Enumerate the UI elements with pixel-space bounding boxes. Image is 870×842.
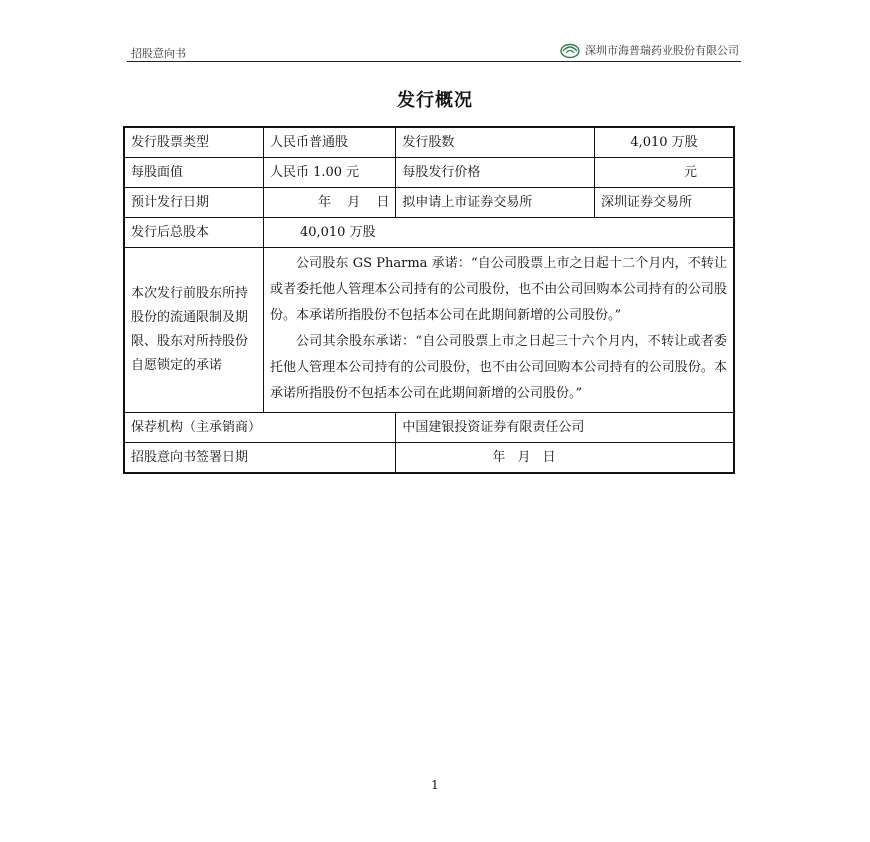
header-company xyxy=(559,41,739,59)
cell-value: 元 xyxy=(595,158,734,188)
table-row xyxy=(124,443,734,474)
table-row xyxy=(124,188,734,218)
cell-label: 发行股数 xyxy=(396,127,595,158)
cell-label: 每股面值 xyxy=(124,158,263,188)
cell-label: 拟申请上市证券交易所 xyxy=(396,188,595,218)
company-logo-icon xyxy=(559,41,581,59)
cell-label: 预计发行日期 xyxy=(124,188,263,218)
table-row xyxy=(124,413,734,443)
header-company-name: 深圳市海普瑞药业股份有限公司 xyxy=(585,44,739,57)
cell-label-lockup: 本次发行前股东所持股份的流通限制及期限、股东对所持股份自愿锁定的承诺 xyxy=(124,248,263,413)
cell-label: 每股发行价格 xyxy=(396,158,595,188)
table-row xyxy=(124,127,734,158)
header-doc-name: 招股意向书 xyxy=(131,47,186,60)
cell-value: 人民币 1.00 元 xyxy=(263,158,395,188)
cell-value: 4,010 万股 xyxy=(595,127,734,158)
page-number: 1 xyxy=(431,778,439,792)
cell-label: 发行后总股本 xyxy=(124,218,263,248)
cell-value: 中国建银投资证券有限责任公司 xyxy=(396,413,734,443)
cell-label: 保荐机构（主承销商） xyxy=(124,413,396,443)
cell-value: 人民币普通股 xyxy=(263,127,395,158)
offering-summary-table xyxy=(123,126,735,474)
cell-value: 深圳证券交易所 xyxy=(595,188,734,218)
table-row xyxy=(124,158,734,188)
cell-value: 40,010 万股 xyxy=(263,218,734,248)
commitment-other-shareholders: 公司其余股东承诺：“自公司股票上市之日起三十六个月内，不转让或者委托他人管理本公司持有的公司股份，也不由公司回购本公司持有的公司股份。本承诺所指股份不包括本公司在此期间新增的公司股份。” xyxy=(269,334,727,401)
table-row xyxy=(124,248,734,413)
table-row xyxy=(124,218,734,248)
cell-value: 年 月 日 xyxy=(263,188,395,218)
page-title: 发行概况 xyxy=(397,90,473,111)
commitment-gs-pharma: 公司股东 GS Pharma 承诺：“自公司股票上市之日起十二个月内，不转让或者委托他人管理本公司持有的公司股份，也不由公司回购本公司持有的公司股份。本承诺所指股份不包括本公司在此期间新增的公司股份。” xyxy=(269,256,727,323)
cell-label: 发行股票类型 xyxy=(124,127,263,158)
cell-label: 招股意向书签署日期 xyxy=(124,443,396,474)
header-rule xyxy=(127,61,741,62)
cell-lockup-commitments xyxy=(263,248,734,413)
cell-value: 年 月 日 xyxy=(396,443,734,474)
